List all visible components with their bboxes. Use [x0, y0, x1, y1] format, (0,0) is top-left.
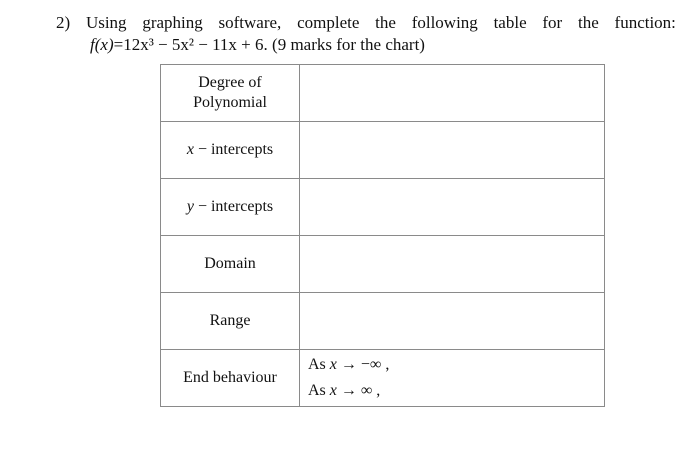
intro-word: following — [411, 13, 478, 32]
question-intro-line — [56, 12, 676, 34]
intro-word: Using — [85, 13, 127, 32]
function-line — [56, 34, 676, 56]
intro-word: function: — [614, 13, 676, 32]
label-text: − intercepts — [193, 141, 274, 158]
eb-variable: x — [329, 382, 337, 399]
answer-cell-range[interactable] — [300, 293, 605, 350]
function-variable: (x) — [94, 35, 114, 54]
eb-suffix: → −∞ , — [336, 356, 390, 373]
eb-suffix: → ∞ , — [336, 382, 381, 399]
row-label-degree — [161, 65, 300, 122]
intro-word: table — [493, 13, 527, 32]
intro-word: the — [577, 13, 599, 32]
label-variable: x — [186, 141, 194, 158]
row-label-range: Range — [161, 293, 300, 350]
table-row — [161, 122, 605, 179]
row-label-y-intercepts — [161, 179, 300, 236]
question-number: 2) — [56, 13, 71, 32]
label-variable: y — [186, 198, 194, 215]
row-label-domain: Domain — [161, 236, 300, 293]
function-name: f — [90, 35, 95, 54]
answer-cell-domain[interactable] — [300, 236, 605, 293]
table-row — [161, 350, 605, 407]
label-text: − intercepts — [193, 198, 274, 215]
table-row — [161, 293, 605, 350]
intro-word: the — [375, 13, 396, 32]
answer-cell-degree[interactable] — [300, 65, 605, 122]
label-line: Polynomial — [193, 94, 267, 111]
row-label-end-behaviour: End behaviour — [161, 350, 300, 407]
answer-cell-x-intercepts[interactable] — [300, 122, 605, 179]
table-row — [161, 65, 605, 122]
marks-note: (9 marks for the chart) — [272, 35, 425, 54]
eb-prefix: As — [308, 356, 330, 373]
eb-prefix: As — [308, 382, 330, 399]
question-block — [56, 12, 676, 56]
function-expression: =12x³ − 5x² − 11x + 6. — [113, 35, 268, 54]
answer-cell-y-intercepts[interactable] — [300, 179, 605, 236]
table-row — [161, 179, 605, 236]
polynomial-table — [160, 64, 605, 407]
eb-variable: x — [329, 356, 337, 373]
intro-word: graphing — [142, 13, 203, 32]
label-line: Degree of — [198, 74, 262, 91]
row-label-x-intercepts — [161, 122, 300, 179]
table-row — [161, 236, 605, 293]
intro-word: for — [542, 13, 563, 32]
end-behaviour-negative — [300, 352, 604, 378]
answer-cell-end-behaviour[interactable] — [300, 350, 605, 407]
end-behaviour-positive — [300, 378, 604, 404]
intro-word: complete — [297, 13, 360, 32]
intro-word: software, — [218, 13, 282, 32]
